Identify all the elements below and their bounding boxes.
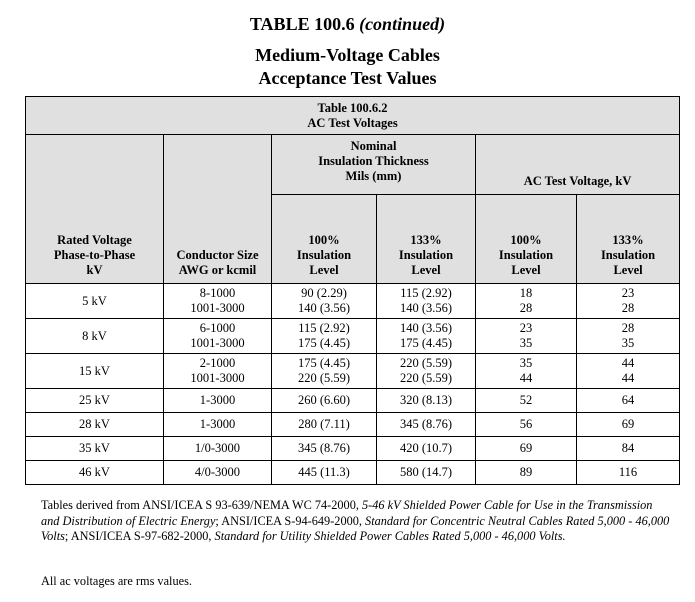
ac-test-voltage-table xyxy=(25,96,680,485)
thickness-100-cell: 260 (6.60) xyxy=(272,389,377,413)
table-row xyxy=(26,413,680,437)
subtable-caption: Table 100.6.2 AC Test Voltages xyxy=(26,97,680,135)
rated-voltage-cell: 46 kV xyxy=(26,461,164,485)
rated-voltage-cell: 25 kV xyxy=(26,389,164,413)
conductor-size-cell: 1-3000 xyxy=(164,413,272,437)
voltage-133-cell: 69 xyxy=(577,413,680,437)
ac-test-voltage-header: AC Test Voltage, kV xyxy=(476,135,680,195)
table-row xyxy=(26,354,680,389)
nominal-thickness-header: Nominal Insulation Thickness Mils (mm) xyxy=(272,135,476,195)
voltage-133-cell: 116 xyxy=(577,461,680,485)
table-row xyxy=(26,319,680,354)
thickness-100-cell: 280 (7.11) xyxy=(272,413,377,437)
thickness-133-cell: 345 (8.76) xyxy=(377,413,476,437)
rated-voltage-cell: 35 kV xyxy=(26,437,164,461)
source-footnote: Tables derived from ANSI/ICEA S 93-639/NEMA WC 74-2000, 5-46 kV Shielded Power Cable for Use in the Transmission and Distribution of Electric Energy; ANSI/ICEA S-94-649-2000, Standard for Concentric Neutral Cables Rated 5,000 - 46,000 Volts; ANSI/ICEA S-97-682-2000, Standard for Utility Shielded Power Cables Rated 5,000 - 46,000 Volts. xyxy=(41,498,670,543)
voltage-100-cell: 89 xyxy=(476,461,577,485)
table-row xyxy=(26,461,680,485)
thickness-100-cell: 90 (2.29) 140 (3.56) xyxy=(272,284,377,319)
col-rated-voltage-header: Rated Voltage Phase-to-Phase kV xyxy=(26,135,164,284)
thickness-133-cell: 220 (5.59) 220 (5.59) xyxy=(377,354,476,389)
conductor-size-cell: 8-1000 1001-3000 xyxy=(164,284,272,319)
table-row xyxy=(26,437,680,461)
rated-voltage-cell: 5 kV xyxy=(26,284,164,319)
thickness-100-cell: 345 (8.76) xyxy=(272,437,377,461)
thickness-100-cell: 445 (11.3) xyxy=(272,461,377,485)
col-volt-100-header: 100% Insulation Level xyxy=(476,195,577,284)
voltage-133-cell: 28 35 xyxy=(577,319,680,354)
thickness-133-cell: 420 (10.7) xyxy=(377,437,476,461)
conductor-size-cell: 6-1000 1001-3000 xyxy=(164,319,272,354)
thickness-133-cell: 320 (8.13) xyxy=(377,389,476,413)
thickness-133-cell: 140 (3.56) 175 (4.45) xyxy=(377,319,476,354)
voltage-100-cell: 52 xyxy=(476,389,577,413)
conductor-size-cell: 4/0-3000 xyxy=(164,461,272,485)
continued-label: (continued) xyxy=(359,14,446,34)
col-conductor-size-header: Conductor Size AWG or kcmil xyxy=(164,135,272,284)
col-thick-133-header: 133% Insulation Level xyxy=(377,195,476,284)
thickness-133-cell: 115 (2.92) 140 (3.56) xyxy=(377,284,476,319)
table-subtitle-2: Acceptance Test Values xyxy=(258,68,437,88)
rated-voltage-cell: 15 kV xyxy=(26,354,164,389)
voltage-100-cell: 23 35 xyxy=(476,319,577,354)
thickness-100-cell: 175 (4.45) 220 (5.59) xyxy=(272,354,377,389)
conductor-size-cell: 1-3000 xyxy=(164,389,272,413)
thickness-133-cell: 580 (14.7) xyxy=(377,461,476,485)
rated-voltage-cell: 8 kV xyxy=(26,319,164,354)
voltage-133-cell: 44 44 xyxy=(577,354,680,389)
col-thick-100-header: 100% Insulation Level xyxy=(272,195,377,284)
col-volt-133-header: 133% Insulation Level xyxy=(577,195,680,284)
table-row xyxy=(26,389,680,413)
voltage-100-cell: 69 xyxy=(476,437,577,461)
voltage-100-cell: 18 28 xyxy=(476,284,577,319)
thickness-100-cell: 115 (2.92) 175 (4.45) xyxy=(272,319,377,354)
table-row xyxy=(26,284,680,319)
table-title: TABLE 100.6 (continued) xyxy=(249,14,446,34)
voltage-133-cell: 64 xyxy=(577,389,680,413)
table-subtitle-1: Medium-Voltage Cables xyxy=(255,45,440,65)
voltage-100-cell: 35 44 xyxy=(476,354,577,389)
voltage-100-cell: 56 xyxy=(476,413,577,437)
rms-footnote: All ac voltages are rms values. xyxy=(41,574,192,588)
voltage-133-cell: 23 28 xyxy=(577,284,680,319)
voltage-133-cell: 84 xyxy=(577,437,680,461)
conductor-size-cell: 1/0-3000 xyxy=(164,437,272,461)
rated-voltage-cell: 28 kV xyxy=(26,413,164,437)
conductor-size-cell: 2-1000 1001-3000 xyxy=(164,354,272,389)
